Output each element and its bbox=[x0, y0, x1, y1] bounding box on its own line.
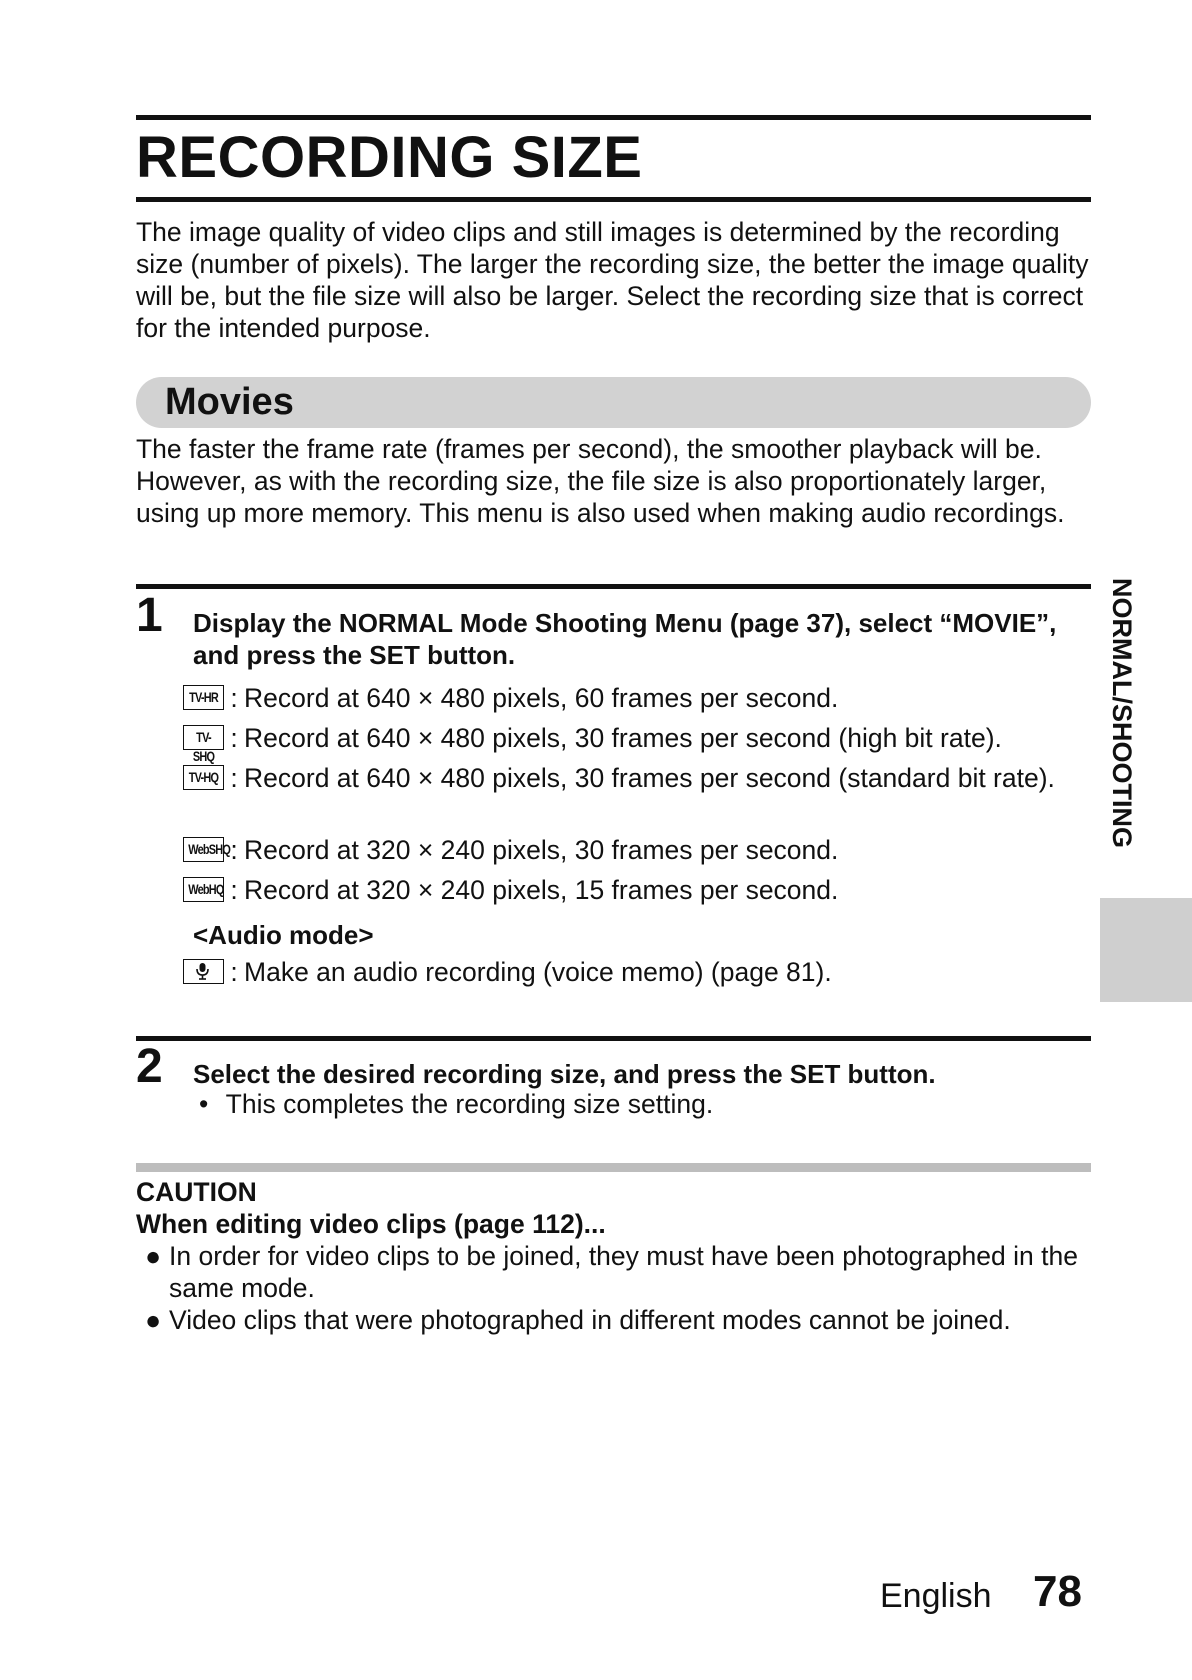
page-title: RECORDING SIZE bbox=[136, 125, 643, 190]
list-item: ● In order for video clips to be joined, they must have been photographed in the same mode. bbox=[145, 1241, 1078, 1303]
web-shq-mode-icon: WebSHQ bbox=[183, 837, 224, 862]
caution-subheading: When editing video clips (page 112)... bbox=[136, 1209, 606, 1239]
option-audio: : Make an audio recording (voice memo) (page 81). bbox=[183, 956, 1083, 988]
step-2-instruction: Select the desired recording size, and press the SET button. bbox=[193, 1059, 936, 1089]
step-2-rule bbox=[136, 1036, 1091, 1041]
movies-paragraph: The faster the frame rate (frames per second), the smoother playback will be. However, as with the recording size, the file size is also proportionately larger, using up more memory. This menu is also used when making audio recordings. bbox=[136, 434, 1065, 528]
web-hq-mode-icon: WebHQ bbox=[183, 877, 224, 902]
option-tv-shq: TV-SHQ : Record at 640 × 480 pixels, 30 frames per second (high bit rate). bbox=[183, 722, 1083, 754]
step-1-rule bbox=[136, 584, 1091, 589]
audio-mode-heading: <Audio mode> bbox=[193, 920, 374, 950]
tv-hq-mode-icon: TV-HQ bbox=[183, 765, 224, 790]
movies-heading: Movies bbox=[165, 381, 294, 423]
bullet-icon: • bbox=[199, 1089, 209, 1119]
tv-shq-mode-icon: TV-SHQ bbox=[183, 725, 224, 750]
page-number: 78 bbox=[1033, 1567, 1082, 1616]
step-2-note: • This completes the recording size setting. bbox=[199, 1089, 714, 1119]
tv-hr-mode-icon: TV-HR bbox=[183, 685, 224, 710]
caution-rule bbox=[136, 1163, 1091, 1172]
option-description: Record at 320 × 240 pixels, 15 frames per second. bbox=[244, 875, 839, 905]
option-description: Record at 320 × 240 pixels, 30 frames per second. bbox=[244, 835, 839, 865]
top-rule bbox=[136, 115, 1091, 120]
caution-list bbox=[145, 1240, 1091, 1336]
option-web-shq: WebSHQ : Record at 320 × 240 pixels, 30 frames per second. bbox=[183, 834, 1083, 866]
option-web-hq: WebHQ : Record at 320 × 240 pixels, 15 frames per second. bbox=[183, 874, 1083, 906]
bullet-icon: ● bbox=[145, 1305, 162, 1335]
option-description: Record at 640 × 480 pixels, 30 frames per second (high bit rate). bbox=[244, 723, 1002, 753]
intro-paragraph: The image quality of video clips and still images is determined by the recording size (number of pixels). The larger the recording size, the better the image quality will be, but the file size will also be larger. Select the recording size that is correct for the intended purpose. bbox=[136, 217, 1089, 343]
option-description: Record at 640 × 480 pixels, 30 frames per second (standard bit rate). bbox=[244, 763, 1055, 793]
microphone-icon bbox=[183, 959, 224, 984]
step-1-number: 1 bbox=[136, 589, 163, 642]
audio-option-description: Make an audio recording (voice memo) (page 81). bbox=[244, 957, 832, 987]
caution-heading: CAUTION bbox=[136, 1177, 257, 1207]
option-tv-hr: TV-HR : Record at 640 × 480 pixels, 60 frames per second. bbox=[183, 682, 1083, 714]
option-description: Record at 640 × 480 pixels, 60 frames per second. bbox=[244, 683, 839, 713]
section-side-tab bbox=[1100, 898, 1192, 1002]
footer-language: English bbox=[880, 1577, 992, 1615]
step-2-number: 2 bbox=[136, 1040, 163, 1093]
title-rule bbox=[136, 197, 1091, 202]
option-tv-hq: TV-HQ : Record at 640 × 480 pixels, 30 frames per second (standard bit rate). bbox=[183, 762, 1083, 794]
section-side-label: NORMAL/SHOOTING bbox=[1107, 578, 1137, 848]
step-1-instruction: Display the NORMAL Mode Shooting Menu (page 37), select “MOVIE”, and press the SET button. bbox=[193, 608, 1057, 670]
list-item: ● Video clips that were photographed in different modes cannot be joined. bbox=[145, 1305, 1011, 1335]
bullet-icon: ● bbox=[145, 1241, 162, 1271]
